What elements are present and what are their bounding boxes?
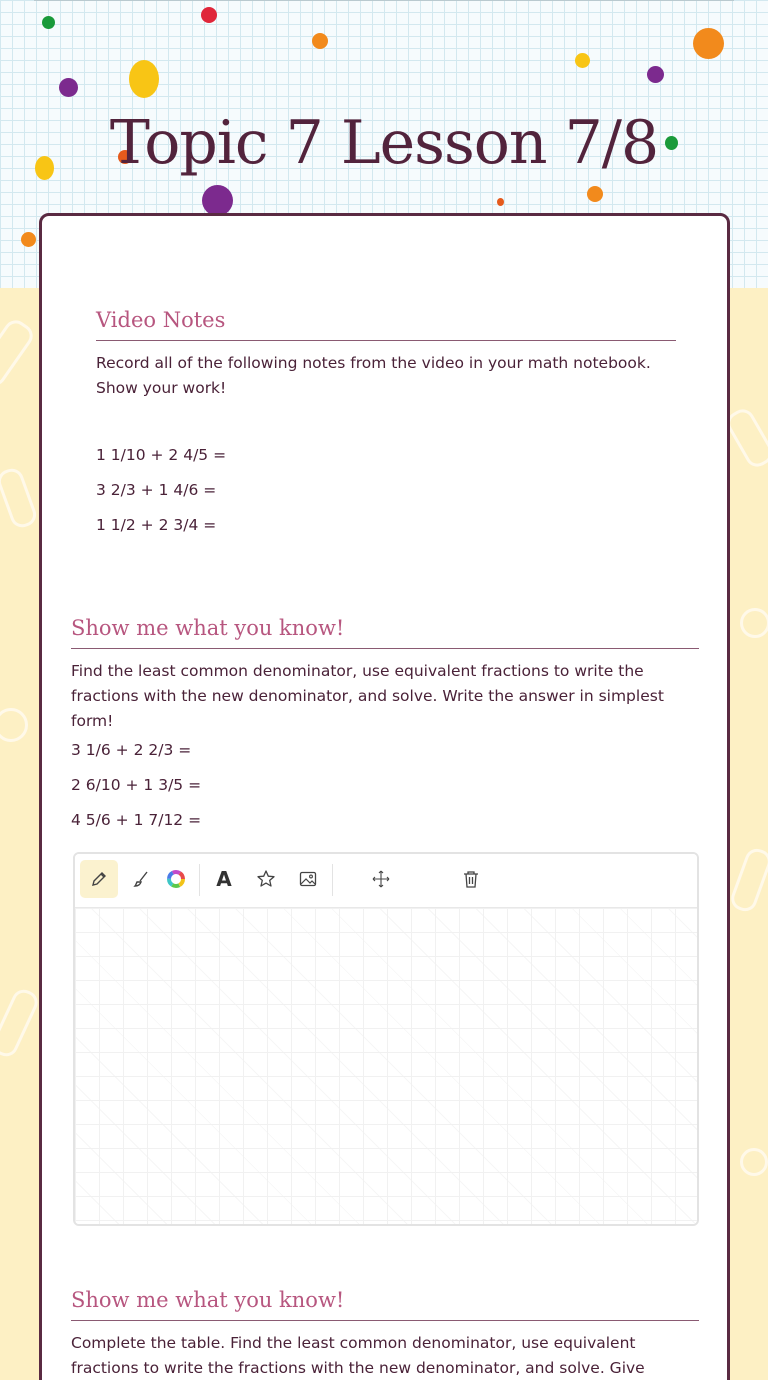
move-icon[interactable] xyxy=(362,860,400,898)
trash-icon[interactable] xyxy=(452,860,490,898)
drawing-canvas[interactable] xyxy=(75,908,697,1226)
top-divider xyxy=(34,0,734,1)
brush-icon[interactable] xyxy=(123,860,161,898)
section-instructions: Complete the table. Find the least common denominator, use equivalent fractions to write the fractions with the new denominator, and solve. Give xyxy=(71,1334,645,1377)
star-icon[interactable] xyxy=(247,860,285,898)
image-icon[interactable] xyxy=(289,860,327,898)
pencil-icon[interactable] xyxy=(80,860,118,898)
video-notes-section xyxy=(96,308,676,550)
color-wheel-icon[interactable] xyxy=(157,860,195,898)
toolbar-separator xyxy=(199,864,200,896)
equation-line: 3 2/3 + 1 4/6 = xyxy=(96,481,217,499)
equation-line: 1 1/10 + 2 4/5 = xyxy=(96,446,227,464)
section-instructions: Record all of the following notes from the video in your math notebook. Show your work! xyxy=(96,354,651,397)
page-title: Topic 7 Lesson 7/8 xyxy=(109,108,659,178)
section-heading: Show me what you know! xyxy=(71,1288,699,1321)
equation-line: 4 5/6 + 1 7/12 = xyxy=(71,811,202,829)
equation-line: 2 6/10 + 1 3/5 = xyxy=(71,776,202,794)
text-icon[interactable] xyxy=(205,860,243,898)
section-heading: Video Notes xyxy=(96,308,676,341)
equation-line: 3 1/6 + 2 2/3 = xyxy=(71,741,192,759)
show-me-section-2 xyxy=(71,1288,699,1380)
equation-line: 1 1/2 + 2 3/4 = xyxy=(96,516,217,534)
toolbar-separator xyxy=(332,864,333,896)
drawing-pad[interactable] xyxy=(73,852,699,1226)
section-instructions: Find the least common denominator, use equivalent fractions to write the fractions with the new denominator, and solve. Write the answer in simplest form! xyxy=(71,662,664,730)
worksheet-card xyxy=(39,213,730,1380)
section-heading: Show me what you know! xyxy=(71,616,699,649)
drawing-toolbar xyxy=(75,854,697,908)
show-me-section-1 xyxy=(71,616,699,845)
text-tool-glyph: A xyxy=(216,867,232,891)
